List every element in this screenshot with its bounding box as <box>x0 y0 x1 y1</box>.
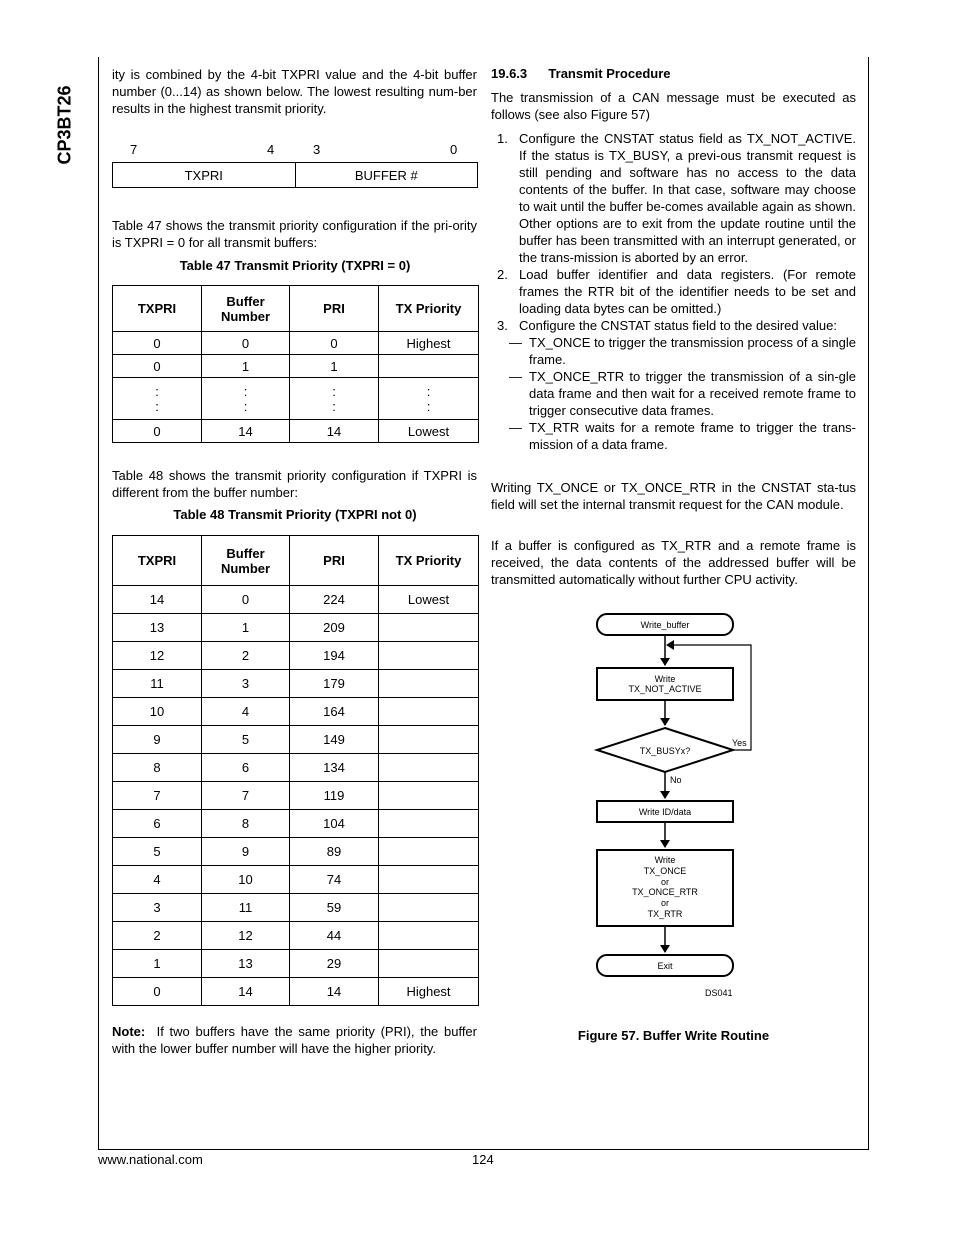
t48-row <box>113 838 479 866</box>
dash-marker: — <box>509 420 522 435</box>
t48-cell <box>379 754 479 782</box>
field-buffer: BUFFER # <box>295 163 478 188</box>
write-once-line-6: TX_RTR <box>647 909 683 919</box>
table47-intro: Table 47 shows the transmit priority configuration if the pri-ority is TXPRI = 0 for all transmit buffers: <box>112 218 477 250</box>
t48-row <box>113 586 479 614</box>
page-frame-bottom <box>98 1149 869 1150</box>
t48-cell: 5 <box>202 726 290 754</box>
t47-cell: 14 <box>290 420 379 443</box>
t47-cell: : : <box>379 378 479 420</box>
step-text: Configure the CNSTAT status field to the desired value: <box>519 318 837 333</box>
t48-cell: Lowest <box>379 586 479 614</box>
t48-row <box>113 670 479 698</box>
t48-row <box>113 978 479 1006</box>
dash-item <box>491 334 856 368</box>
t48-cell: 164 <box>290 698 379 726</box>
t48-cell: 7 <box>113 782 202 810</box>
t48-row <box>113 922 479 950</box>
remote-paragraph: If a buffer is configured as TX_RTR and a remote frame is received, the data contents of the addressed buffer will be transmitted automatically without further CPU activity. <box>491 538 856 587</box>
write-once-line-3: or <box>660 877 670 887</box>
step-item <box>491 130 856 266</box>
t48-row <box>113 614 479 642</box>
dash-marker: — <box>509 335 522 350</box>
table48 <box>112 535 479 1006</box>
t47-header-txpriority: TX Priority <box>379 286 479 332</box>
t48-cell: 134 <box>290 754 379 782</box>
t48-row <box>113 726 479 754</box>
decision-text: TX_BUSYx? <box>639 746 691 756</box>
dash-item <box>491 368 856 419</box>
t48-cell: 0 <box>202 586 290 614</box>
t47-cell: 0 <box>113 420 202 443</box>
t48-row <box>113 782 479 810</box>
t47-header-buffer: Buffer Number <box>202 286 290 332</box>
write-once-line-1: Write <box>654 855 676 865</box>
t48-cell <box>379 838 479 866</box>
t48-cell <box>379 866 479 894</box>
t48-cell <box>379 642 479 670</box>
t48-row <box>113 950 479 978</box>
start-text: Write_buffer <box>640 620 690 630</box>
figure-code: DS041 <box>705 988 733 998</box>
t47-cell: 0 <box>290 332 379 355</box>
write-once-line-5: or <box>660 898 670 908</box>
t47-cell <box>379 355 479 378</box>
t48-header-txpriority: TX Priority <box>379 536 479 586</box>
footer-page-number: 124 <box>472 1152 494 1167</box>
t47-cell: 0 <box>113 355 202 378</box>
steps-list <box>491 130 856 453</box>
t48-row <box>113 642 479 670</box>
t48-row <box>113 866 479 894</box>
t48-cell: 5 <box>113 838 202 866</box>
t47-cell: Highest <box>379 332 479 355</box>
t48-cell <box>379 894 479 922</box>
t48-cell: 3 <box>113 894 202 922</box>
t48-cell: 8 <box>202 810 290 838</box>
t48-cell: 10 <box>202 866 290 894</box>
table48-caption: Table 48 Transmit Priority (TXPRI not 0) <box>173 507 417 522</box>
footer-url[interactable]: www.national.com <box>98 1152 203 1167</box>
page-frame-right <box>868 57 869 1149</box>
t48-cell: 1 <box>113 950 202 978</box>
note-paragraph <box>112 1023 477 1057</box>
table47-body <box>113 332 479 443</box>
write-not-active-text-2: TX_NOT_ACTIVE <box>628 684 702 694</box>
t48-cell <box>379 670 479 698</box>
t48-cell: 44 <box>290 922 379 950</box>
t47-row <box>113 420 479 443</box>
t48-cell: 149 <box>290 726 379 754</box>
bit-field-diagram <box>112 162 478 188</box>
t48-cell: 74 <box>290 866 379 894</box>
exit-text: Exit <box>657 961 673 971</box>
side-title <box>40 60 90 190</box>
dash-marker: — <box>509 369 522 384</box>
section-title: Transmit Procedure <box>548 66 671 81</box>
bit-4-label: 4 <box>267 142 275 157</box>
t47-cell: 14 <box>202 420 290 443</box>
t48-header-pri: PRI <box>290 536 379 586</box>
t48-cell: 7 <box>202 782 290 810</box>
table47 <box>112 285 479 443</box>
t48-cell <box>379 810 479 838</box>
t48-cell: 14 <box>290 978 379 1006</box>
page-frame-left <box>98 57 99 1149</box>
t48-cell: 8 <box>113 754 202 782</box>
dash-item <box>491 419 856 453</box>
t48-row <box>113 754 479 782</box>
step-number: 1. <box>497 131 508 146</box>
dash-text: TX_RTR waits for a remote frame to trigger the trans-mission of a data frame. <box>529 420 856 452</box>
intro-paragraph: ity is combined by the 4-bit TXPRI value and the 4-bit buffer number (0...14) as shown below. The lowest resulting num-ber results in the highest transmit priority. <box>112 67 477 116</box>
t48-row <box>113 810 479 838</box>
t47-cell: : : <box>113 378 202 420</box>
dash-text: TX_ONCE to trigger the transmission process of a single frame. <box>529 335 856 367</box>
t48-cell <box>379 782 479 810</box>
t47-cell: : : <box>290 378 379 420</box>
t47-header-pri: PRI <box>290 286 379 332</box>
figure-caption: Figure 57. Buffer Write Routine <box>577 1028 770 1043</box>
t48-cell <box>379 950 479 978</box>
t48-cell <box>379 726 479 754</box>
t47-row <box>113 355 479 378</box>
t48-cell: 11 <box>113 670 202 698</box>
procedure-intro: The transmission of a CAN message must be executed as follows (see also Figure 57) <box>491 90 856 122</box>
step-number: 3. <box>497 318 508 333</box>
table48-body <box>113 586 479 1006</box>
t48-cell: 6 <box>113 810 202 838</box>
t48-row <box>113 894 479 922</box>
t48-cell: 59 <box>290 894 379 922</box>
side-title-text: CP3BT26 <box>54 85 75 165</box>
table47-caption: Table 47 Transmit Priority (TXPRI = 0) <box>179 258 411 273</box>
note-text: If two buffers have the same priority (PRI), the buffer with the lower buffer number will have the higher priority. <box>112 1024 477 1056</box>
section-number: 19.6.3 <box>491 66 528 81</box>
t48-cell: 119 <box>290 782 379 810</box>
t48-cell: 9 <box>113 726 202 754</box>
t47-cell: 0 <box>202 332 290 355</box>
t47-cell: 1 <box>290 355 379 378</box>
t47-row <box>113 332 479 355</box>
t48-cell: 13 <box>202 950 290 978</box>
t48-cell: 14 <box>113 586 202 614</box>
t48-cell: 179 <box>290 670 379 698</box>
table48-intro: Table 48 shows the transmit priority configuration if TXPRI is different from the buffer number: <box>112 468 477 500</box>
step-text: Load buffer identifier and data registers. (For remote frames the RTR bit of the identifier needs to be set and loading data bytes can be omitted.) <box>519 267 856 316</box>
t48-cell: 4 <box>202 698 290 726</box>
t47-header-txpri: TXPRI <box>113 286 202 332</box>
t48-cell: 12 <box>202 922 290 950</box>
t48-cell: Highest <box>379 978 479 1006</box>
t47-cell: 1 <box>202 355 290 378</box>
step-number: 2. <box>497 267 508 282</box>
t47-cell: 0 <box>113 332 202 355</box>
t48-cell: 12 <box>113 642 202 670</box>
t48-cell: 13 <box>113 614 202 642</box>
t48-header-buffer: Buffer Number <box>202 536 290 586</box>
write-not-active-text-1: Write <box>654 674 676 684</box>
t48-cell: 10 <box>113 698 202 726</box>
step-text: Configure the CNSTAT status field as TX_NOT_ACTIVE. If the status is TX_BUSY, a previ-ous transmit request is still pending and software has no access to the data contents of the buffer. In that case, software may choose to wait until the buffer be-comes available again as shown. Other options are to exit from the update routine until the buffer has been transmitted with an interrupt generated, or the trans-mission is aborted by an error. <box>519 131 856 265</box>
t48-cell: 194 <box>290 642 379 670</box>
t48-header-txpri: TXPRI <box>113 536 202 586</box>
buffer-write-flowchart <box>560 605 820 1005</box>
no-label: No <box>670 775 682 785</box>
t48-cell: 89 <box>290 838 379 866</box>
bit-7-label: 7 <box>130 142 138 157</box>
write-once-line-4: TX_ONCE_RTR <box>632 887 698 897</box>
t48-cell: 224 <box>290 586 379 614</box>
t48-row <box>113 698 479 726</box>
t48-cell <box>379 922 479 950</box>
t48-cell: 0 <box>113 978 202 1006</box>
t48-cell: 14 <box>202 978 290 1006</box>
t48-cell <box>379 698 479 726</box>
bit-0-label: 0 <box>450 142 458 157</box>
t48-cell: 1 <box>202 614 290 642</box>
t48-cell: 29 <box>290 950 379 978</box>
t48-cell: 3 <box>202 670 290 698</box>
note-label: Note: <box>112 1024 146 1039</box>
section-heading <box>491 66 671 81</box>
writing-paragraph: Writing TX_ONCE or TX_ONCE_RTR in the CNSTAT sta-tus field will set the internal transmit request for the CAN module. <box>491 480 856 512</box>
t48-cell: 209 <box>290 614 379 642</box>
t48-cell: 2 <box>202 642 290 670</box>
field-txpri: TXPRI <box>113 163 296 188</box>
t47-cell: : : <box>202 378 290 420</box>
step-item <box>491 317 856 334</box>
t48-cell: 9 <box>202 838 290 866</box>
step-item <box>491 266 856 317</box>
dash-text: TX_ONCE_RTR to trigger the transmission of a sin-gle data frame and then wait for a received remote frame to trigger consecutive data frames. <box>529 369 856 418</box>
t48-cell: 2 <box>113 922 202 950</box>
t47-cell: Lowest <box>379 420 479 443</box>
t47-row <box>113 378 479 420</box>
t48-cell <box>379 614 479 642</box>
t48-cell: 6 <box>202 754 290 782</box>
yes-label: Yes <box>732 738 747 748</box>
write-id-text: Write ID/data <box>638 807 692 817</box>
write-once-line-2: TX_ONCE <box>643 866 687 876</box>
t48-cell: 4 <box>113 866 202 894</box>
bit-3-label: 3 <box>313 142 321 157</box>
t48-cell: 104 <box>290 810 379 838</box>
t48-cell: 11 <box>202 894 290 922</box>
